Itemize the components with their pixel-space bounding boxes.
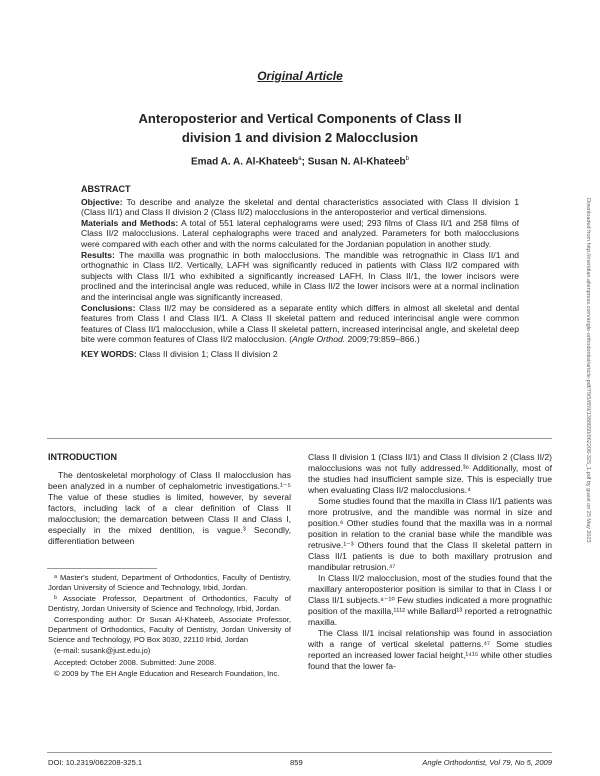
right-paragraph-4: The Class II/1 incisal relationship was found in association with a range of vertical skeletal patterns.⁴⁷ Some studies reported an increased lower facial height,¹⁴¹⁵ while other studies found that the lower fa- (308, 628, 552, 671)
intro-paragraph: The dentoskeletal morphology of Class II malocclusion has been analyzed in a number of cephalometric investigations.¹⁻⁵ The value of these studies is limited, however, by several factors, including lack of a clear definition of Class II malocclusion; the demarcation between Class II and Class I, especially in the mixed dentition, is vague.³ Secondly, differentiation between (48, 470, 291, 546)
right-paragraph-1: Class II division 1 (Class II/1) and Class II division 2 (Class II/2) malocclusions was not fully addressed.³⁶ Additionally, most of the studies had insufficient sample size. This is especially true when evaluating Class II/2 malocclusions.⁴ (308, 452, 552, 495)
section-divider (47, 438, 552, 439)
introduction-heading: INTRODUCTION (48, 452, 117, 462)
author-2-sup: b (405, 156, 410, 162)
right-column (308, 452, 552, 672)
download-sidebar (583, 198, 593, 578)
page-number: 859 (290, 758, 303, 767)
author-separator: ; (301, 156, 308, 168)
email-link[interactable]: (e-mail: susank@just.edu.jo) (54, 646, 151, 656)
results-text: The maxilla was prognathic in both malocclusions. The mandible was retrognathic in Class II/1 and orthognathic in Class II/2. Vertically, LAFH was significantly reduced in patients with Class II/2 compared with subjects with Class II/1 who exhibited a significantly increased LAFH. In Class II/1, the lower incisors were proclined and the interincisal angle was reduced, while in Class II/2 the lower incisors were at a normal inclination and the interincisal angle was significantly increased. (81, 249, 519, 302)
author-1[interactable]: Emad A. A. Al-Khateeb (190, 156, 299, 168)
results-label: Results: (81, 249, 115, 260)
abstract (81, 184, 519, 360)
footnote-a: ᵃ Master's student, Department of Orthodontics, Faculty of Dentistry, Jordan University of Science and Technology, Irbid, Jordan. (48, 573, 291, 592)
title-line-1: Anteroposterior and Vertical Components of Class II (138, 111, 462, 126)
abstract-heading: ABSTRACT (81, 184, 131, 194)
copyright: © 2009 by The EH Angle Education and Research Foundation, Inc. (54, 669, 280, 679)
methods-label: Materials and Methods: (81, 217, 179, 228)
article-title (80, 109, 520, 147)
left-column (48, 470, 291, 547)
author-1-sup: a (298, 156, 302, 162)
abstract-objective (81, 197, 519, 218)
objective-label: Objective: (81, 196, 123, 207)
footnote-b: ᵇ Associate Professor, Department of Orthodontics, Faculty of Dentistry, Jordan University of Science and Technology, Irbid, Jordan. (48, 594, 291, 613)
conclusions-label: Conclusions: (81, 302, 136, 313)
footer-divider (47, 752, 552, 753)
keywords (81, 349, 519, 360)
abstract-conclusions (81, 303, 519, 345)
author-list (0, 156, 600, 167)
doi-link[interactable]: DOI: 10.2319/062208-325.1 (48, 758, 143, 767)
objective-text: To describe and analyze the skeletal and dental characteristics associated with Class II division 1 (Class II/1) and Class II division 2 (Class II/2) malocclusions in the anteroposterior and vertical dimensions. (81, 196, 519, 218)
abstract-results (81, 250, 519, 303)
citation-journal: Angle Orthod. (292, 334, 346, 345)
keywords-label: KEY WORDS: (81, 348, 137, 359)
section-label: Original Article (257, 69, 343, 83)
methods-text: A total of 551 lateral cephalograms were used; 293 films of Class II/1 and 258 films of Class II/2 malocclusions. Lateral cephalographs were traced and analyzed. Parameters for both malocclusions were compared with each other and with the norms calculated for the Jordanian population in another study. (81, 217, 519, 249)
citation-rest: 2009;79:859–866.) (345, 334, 420, 345)
right-paragraph-2: Some studies found that the maxilla in Class II/1 patients was more protrusive, and the mandible was normal in size and position.⁶ Other studies found that the maxilla was in a normal position in relation to the cranial base while the mandible was retrusive.¹⁻³ Others found that the Class II skeletal pattern in Class II/1 patients is due to both maxillary protrusion and mandibular retrusion.⁴⁷ (308, 496, 552, 572)
footnotes (48, 573, 291, 681)
journal-info: Angle Orthodontist, Vol 79, No 5, 2009 (422, 758, 552, 767)
corresponding-author: Corresponding author: Dr Susan Al-Khateeb, Associate Professor, Department of Orthodontics, Faculty of Dentistry, Jordan University of Science and Technology, PO Box 3030, 22110 Irbid, Jordan (48, 615, 291, 644)
author-2[interactable]: Susan N. Al-Khateeb (307, 156, 406, 168)
title-line-2: division 1 and division 2 Malocclusion (181, 130, 419, 145)
download-notice[interactable]: Downloaded from http://meridian.allenpress.com/angle-orthodontist/article-pdf/79/5/859/1388650/062208-325_1.pdf by guest on 25 May 2023 (585, 198, 591, 543)
right-paragraph-3: In Class II/2 malocclusion, most of the studies found that the maxillary anteroposterior position is similar to that in Class I or Class II/1 subjects.⁸⁻¹⁰ Few studies indicated a more prognathic position of the maxilla,¹¹¹² while Ballard¹³ reported a retrognathic maxilla. (308, 573, 552, 627)
abstract-methods (81, 218, 519, 250)
conclusions-text: Class II/2 may be considered as a separate entity which differs in almost all skeletal and dental features from Class I and Class II/1. A Class II skeletal pattern and reduced interincisal angle were common features of Class II/1 malocclusion, while a Class II skeletal pattern, increased interincisal angle, and skeletal deep bite were common features of Class II/2 malocclusion. ( (81, 302, 519, 345)
dates: Accepted: October 2008. Submitted: June 2008. (54, 657, 217, 667)
keywords-text: Class II division 1; Class II division 2 (136, 348, 278, 359)
footnote-divider (47, 568, 157, 569)
